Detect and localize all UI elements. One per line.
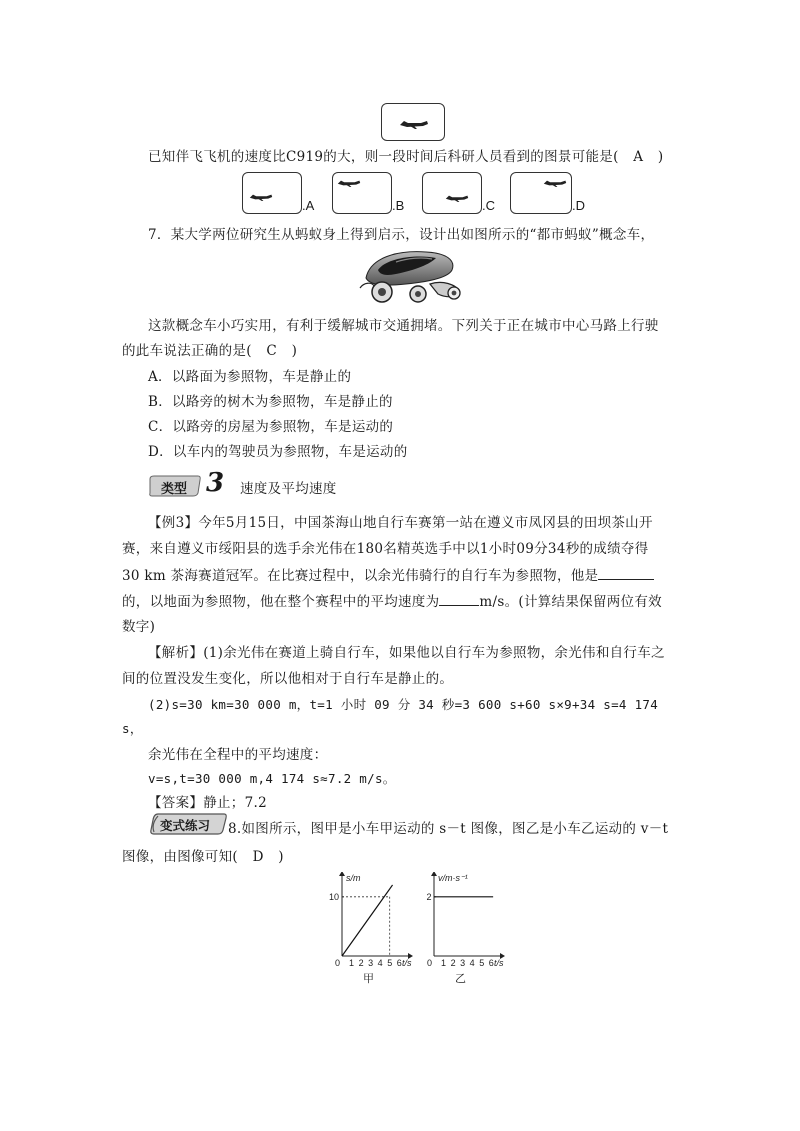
q7-answer: C (266, 343, 278, 359)
section-tag (148, 475, 202, 497)
q7-para2: 的此车说法正确的是( C ) (122, 343, 298, 359)
q7-stem: 7．某大学两位研究生从蚂蚁身上得到启示，设计出如图所示的“都市蚂蚁”概念车， (148, 227, 655, 243)
q7-choice-c: C．以路旁的房屋为参照物，车是运动的 (148, 419, 394, 435)
analysis-line4: s， (122, 721, 143, 736)
analysis-line6: v=s,t=30 000 m,4 174 s≈7.2 m/s。 (148, 771, 396, 786)
x-axis-label: t/s (402, 958, 412, 968)
y-axis-arrow (431, 872, 437, 876)
option-c-frame (422, 172, 482, 214)
analysis-line1: 【解析】(1)余光伟在赛道上骑自行车，如果他以自行车为参照物，余光伟和自行车之 (148, 645, 665, 661)
q7-choice-b: B．以路旁的树木为参照物，车是静止的 (148, 394, 393, 410)
option-b-label: .B (392, 198, 405, 213)
analysis-line5: 余光伟在全程中的平均速度： (148, 747, 328, 763)
chart-s-t-jia (326, 872, 416, 992)
y-tick-label: 10 (329, 891, 340, 902)
x-tick-label: 1 (349, 958, 355, 968)
section-tag-label: 类型 (161, 482, 188, 497)
answer-blank-1 (598, 566, 654, 580)
section-title: 速度及平均速度 (240, 481, 337, 497)
example-answer: 【答案】静止；7.2 (148, 795, 267, 811)
q7-choice-d: D．以车内的驾驶员为参照物，车是运动的 (148, 444, 408, 460)
analysis-line3: (2)s=30 km=30 000 m，t=1 小时 09 分 34 秒=3 600 s+60 s×9+34 s=4 174 (148, 697, 659, 712)
chart-caption: 甲 (363, 972, 374, 985)
x-tick-label: 3 (460, 958, 466, 968)
x-tick-label: 4 (469, 958, 475, 968)
option-d-label: .D (572, 198, 585, 213)
concept-car-image (356, 248, 468, 306)
section-number: 3 (206, 468, 225, 498)
y-axis-label: v/m·s⁻¹ (438, 873, 468, 883)
q7-choice-a: A．以路面为参照物，车是静止的 (148, 369, 352, 385)
analysis-line2: 间的位置没发生变化，所以他相对于自行车是静止的。 (122, 671, 454, 687)
airplane-icon (399, 118, 429, 130)
q8-line2: 图像，由图像可知( D ) (122, 849, 284, 865)
example-line1: 【例3】今年5月15日，中国茶海山地自行车赛第一站在遵义市凤冈县的田坝茶山开 (148, 515, 653, 531)
x-tick-label: 0 (335, 958, 341, 968)
chart-caption: 乙 (455, 972, 466, 985)
y-axis-arrow (339, 872, 345, 876)
airplane-icon (249, 192, 273, 202)
x-tick-label: 4 (377, 958, 383, 968)
x-tick-label: 5 (479, 958, 485, 968)
y-tick-label: 2 (426, 891, 432, 902)
series-line (342, 885, 393, 956)
airplane-icon (337, 178, 361, 188)
y-axis-label: s/m (346, 873, 361, 883)
x-tick-label: 5 (387, 958, 393, 968)
example-line3: 30 km 茶海赛道冠军。在比赛过程中，以余光伟骑行的自行车为参照物，他是 (122, 566, 654, 585)
x-tick-label: 6 (396, 958, 402, 968)
x-axis-label: t/s (494, 958, 504, 968)
q8-answer: D (252, 849, 264, 865)
airplane-icon (445, 193, 469, 203)
x-tick-label: 2 (450, 958, 456, 968)
answer-blank-2 (439, 592, 479, 606)
practice-tag (148, 812, 228, 836)
example-line2: 赛，来自遵义市绥阳县的选手余光伟在180名精英选手中以1小时09分34秒的成绩夺得 (122, 541, 649, 557)
x-tick-label: 2 (358, 958, 364, 968)
q6-intro: 已知伴飞飞机的速度比C919的大，则一段时间后科研人员看到的图景可能是( A ) (148, 149, 664, 165)
q6-answer: A (633, 149, 644, 165)
option-a-label: .A (302, 198, 315, 213)
x-tick-label: 1 (441, 958, 447, 968)
option-d-frame (510, 172, 572, 214)
example-line4: 的，以地面为参照物，他在整个赛程中的平均速度为 m/s。(计算结果保留两位有效 (122, 594, 662, 610)
x-tick-label: 6 (488, 958, 494, 968)
x-tick-label: 3 (368, 958, 374, 968)
chart-v-t-yi (418, 872, 508, 992)
practice-tag-label: 变式练习 (160, 818, 211, 833)
example-line5: 数字) (122, 619, 156, 635)
option-a-frame (242, 172, 302, 214)
q8-line1: 8.如图所示，图甲是小车甲运动的 s－t 图像，图乙是小车乙运动的 v－t (228, 821, 669, 837)
airplane-icon (543, 178, 567, 188)
option-b-frame (332, 172, 392, 214)
q7-para1: 这款概念车小巧实用，有利于缓解城市交通拥堵。下列关于正在城市中心马路上行驶 (148, 318, 659, 334)
top-scene-frame (381, 103, 445, 141)
x-tick-label: 0 (427, 958, 433, 968)
option-c-label: .C (482, 198, 495, 213)
